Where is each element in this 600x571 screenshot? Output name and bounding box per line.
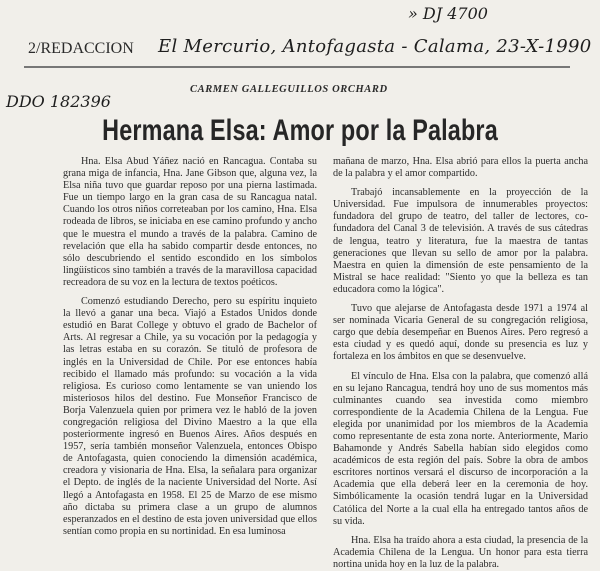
paragraph: El vínculo de Hna. Elsa con la palabra, que comenzó allá en su lejano Rancagua, tendrá hoy uno de sus momentos más culminantes cuando sea investida como miembro correspondiente de la Academia Chilena de la Lengua. Fue elegida por unanimidad por los miembros de la Academia como representante de esta zona norte. Anteriormente, Mario Bahamonde y Andrés Sabella habían sido elegidos como académicos de esta región del país. Sobre la obra de ambos escritores nortinos versará el discurso de incorporación a la Academia que ella deberá leer en la ceremonia de hoy. Simbólicamente la ocasión tendrá lugar en la Universidad Católica del Norte a la cual ella ha entregado tantos años de su vida. [333, 370, 588, 527]
handwritten-id-note: DDO 182396 [6, 92, 111, 111]
section-label: 2/REDACCION [28, 40, 134, 57]
paragraph: Hna. Elsa ha traído ahora a esta ciudad, la presencia de la Academia Chilena de la Lengua. Un honor para esta tierra nortina unida hoy en la luz de la palabra. [333, 534, 588, 570]
article-column-right [333, 156, 588, 570]
paragraph: Comenzó estudiando Derecho, pero su espíritu inquieto la llevó a ganar una beca. Viajó a Estados Unidos donde estudió en Barat College y obtuvo el grado de Bachelor of Arts. Al regresar a Chile, ya su vocación por la pedagogía y las letras estaba en su corazón. Se tituló de profesora de inglés en la Universidad de Chile. Por ese entonces había recibido el llamado más profundo: su vocación a la vida religiosa. Es curioso como lentamente se van uniendo los misteriosos hilos del destino. Fue Monseñor Francisco de Borja Valenzuela quien por primera vez le habló de la joven congregación religiosa del Divino Maestro a la que ella posteriormente ingresó en Buenos Aires. Años después en 1957, sería también monseñor Valenzuela, entonces Obispo de Antofagasta, quien conociendo la dimensión académica, creadora y visionaria de Hna. Elsa, la señalara para organizar el Depto. de inglés de la naciente Universidad del Norte. Así llegó a Antofagasta en 1958. El 25 de Marzo de ese mismo año dictaba su primera clase a un grupo de alumnos esperanzados en el destino de esta joven universidad que ellos sentían como propia en su nortinidad. En esa luminosa [63, 296, 317, 537]
handwritten-reference-note: » DJ 4700 [408, 4, 488, 23]
byline: CARMEN GALLEGUILLOS ORCHARD [190, 84, 388, 95]
article-title: Hermana Elsa: Amor por la Palabra [102, 114, 498, 147]
paragraph: Trabajó incansablemente en la proyección de la Universidad. Fue impulsora de innumerables proyectos: fundadora del grupo de teatro, del taller de lectores, co-fundadora del Canal 3 de televisión. A través de sus cátedras de lengua, teatro y literatura, fue la maestra de tantas generaciones que llevan su sello de amor por la palabra. Maestra en quien la dimensión de este pensamiento de la Mistral se hace realidad: "Siento yo que la belleza es tan educadora como la lógica". [333, 187, 588, 295]
paragraph: mañana de marzo, Hna. Elsa abrió para ellos la puerta ancha de la palabra y el amor compartido. [333, 156, 588, 180]
header-rule [24, 66, 570, 68]
paragraph: Hna. Elsa Abud Yáñez nació en Rancagua. Contaba su grana miga de infancia, Hna. Jane Gibson que, alguna vez, la Elsa niña tuvo que guardar reposo por una pierna lastimada. Fue un tiempo largo en la gran casa de su Rancagua natal. Cuando los otros niños correteaban por los camino, Hna. Elsa rodeada de libros, se iniciaba en ese camino profundo y ancho que le muestra el mundo a través de la palabra. Camino de revelación que ella ha sabido compartir desde entonces, no sólo descubriendo el sentido escondido en los símbolos lingüísticos sino también a través de la maravillosa capacidad recreadora de su voz en la lectura de textos poéticos. [63, 156, 317, 288]
handwritten-source-note: El Mercurio, Antofagasta - Calama, 23-X-1990 [158, 36, 592, 57]
article-column-left [63, 156, 317, 540]
paragraph: Tuvo que alejarse de Antofagasta desde 1971 a 1974 al ser nominada Vicaria General de su congregación religiosa, cargo que debía desempeñar en Buenos Aires. Pero regresó a esta ciudad y es quedó aquí, donde su presencia es luz y fortaleza en los ámbitos en que se desenvuelve. [333, 303, 588, 363]
